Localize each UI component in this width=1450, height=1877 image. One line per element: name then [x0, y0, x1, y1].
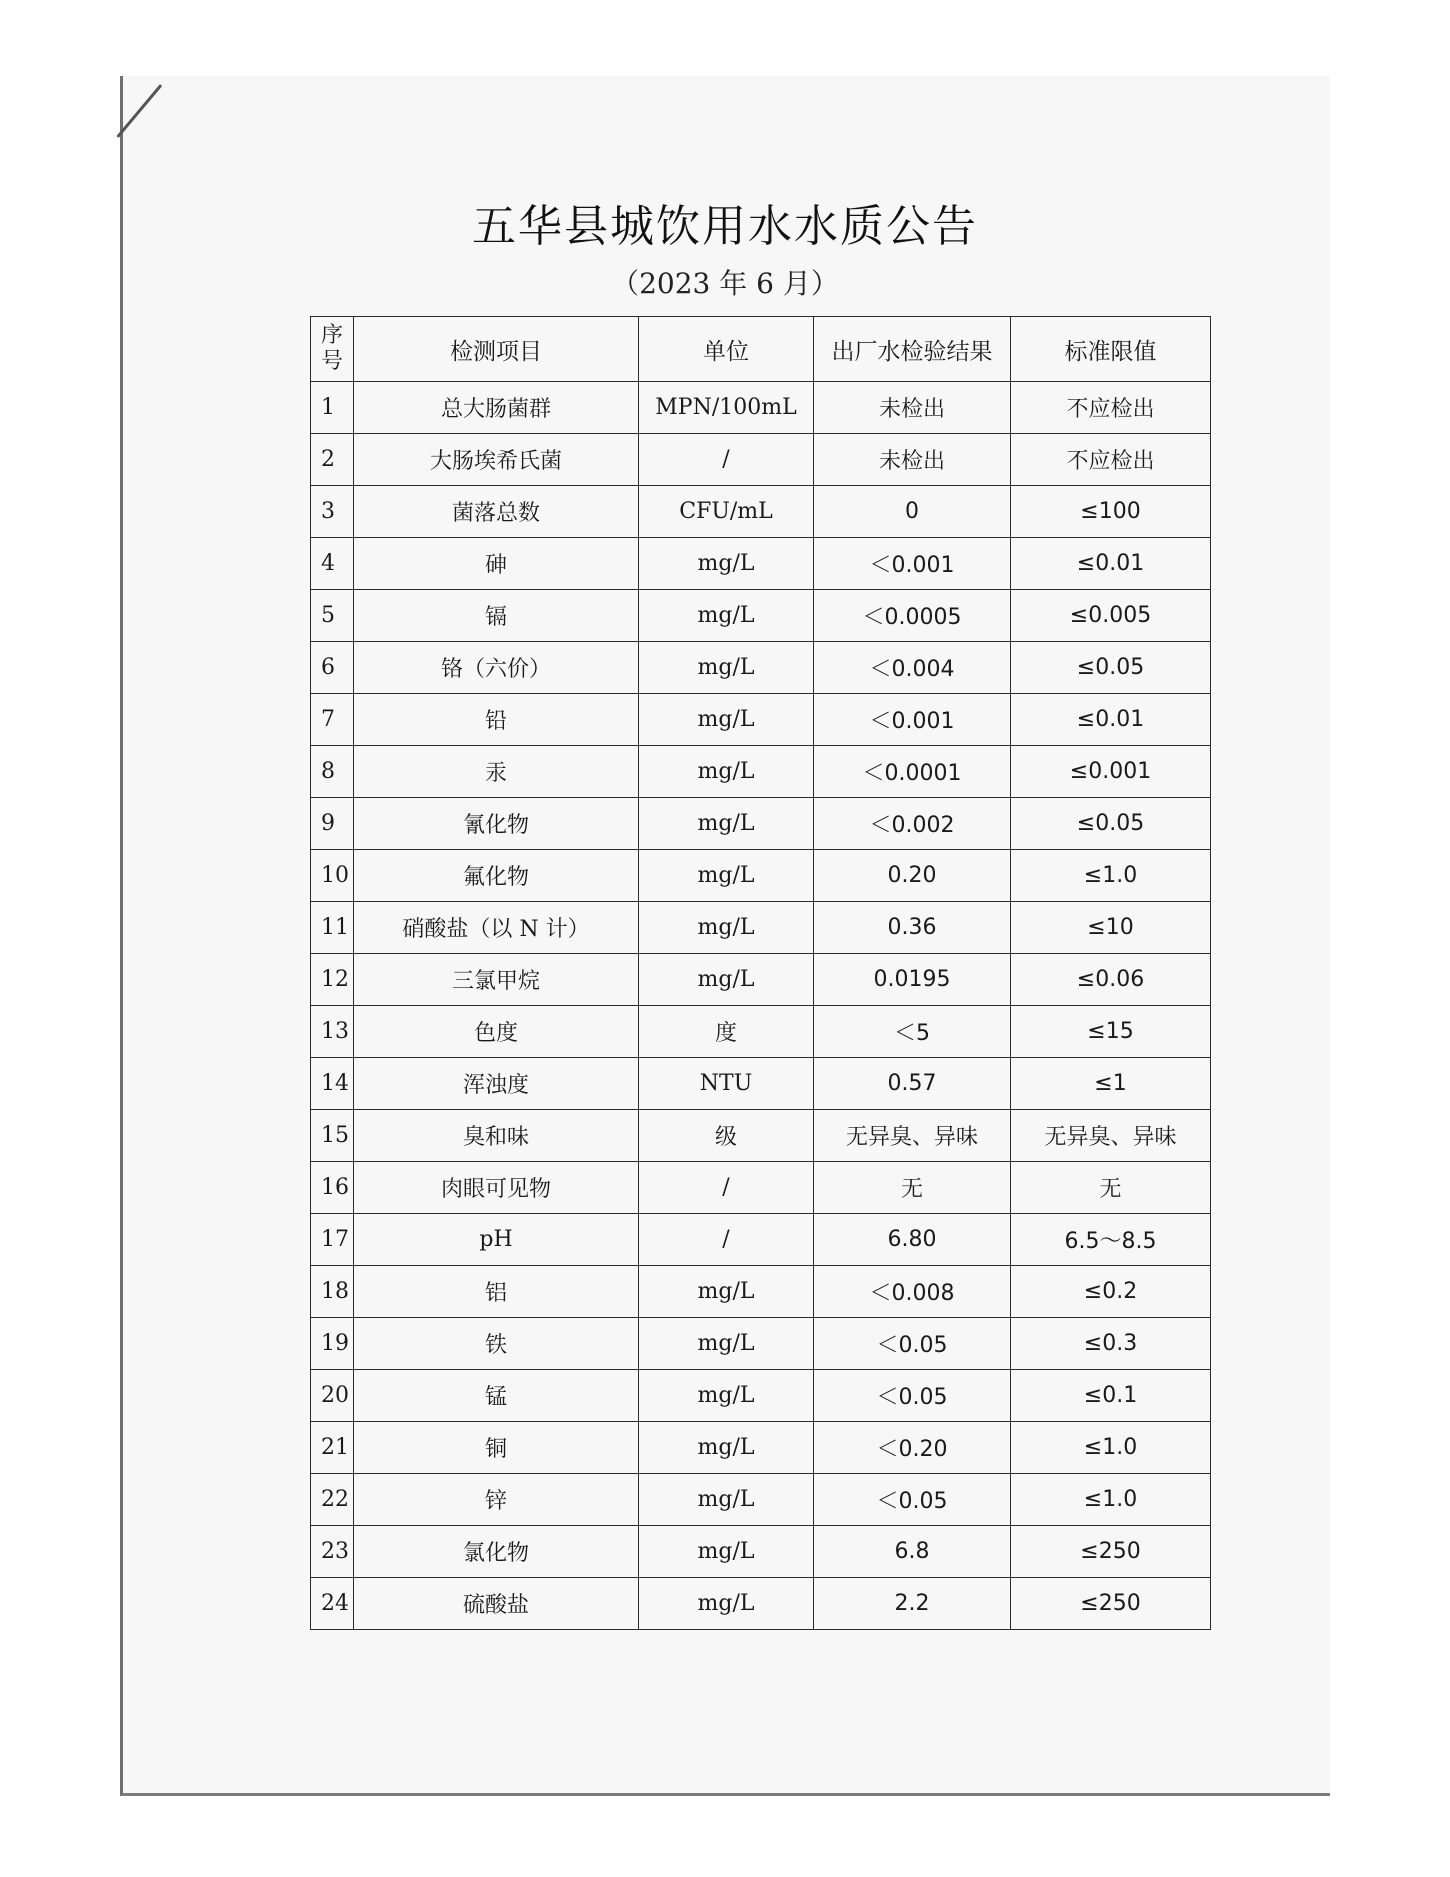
table-row [311, 1110, 1211, 1162]
cell-limit: ≤1.0 [1011, 1422, 1211, 1474]
header-result: 出厂水检验结果 [814, 317, 1011, 382]
cell-unit: mg/L [639, 1526, 814, 1578]
cell-item: 硝酸盐（以 N 计） [354, 902, 639, 954]
cell-limit: ≤0.05 [1011, 642, 1211, 694]
header-item: 检测项目 [354, 317, 639, 382]
cell-item: 菌落总数 [354, 486, 639, 538]
cell-item: 三氯甲烷 [354, 954, 639, 1006]
cell-index: 16 [311, 1162, 354, 1214]
cell-item: 铅 [354, 694, 639, 746]
table-row [311, 694, 1211, 746]
cell-limit: ≤0.01 [1011, 694, 1211, 746]
cell-item: 肉眼可见物 [354, 1162, 639, 1214]
header-unit: 单位 [639, 317, 814, 382]
cell-result: 无异臭、异味 [814, 1110, 1011, 1162]
cell-index: 2 [311, 434, 354, 486]
table-row [311, 1162, 1211, 1214]
cell-unit: mg/L [639, 954, 814, 1006]
cell-unit: / [639, 1214, 814, 1266]
table-row [311, 1006, 1211, 1058]
cell-unit: mg/L [639, 902, 814, 954]
cell-index: 15 [311, 1110, 354, 1162]
cell-unit: / [639, 1162, 814, 1214]
cell-unit: mg/L [639, 1474, 814, 1526]
cell-limit: ≤10 [1011, 902, 1211, 954]
cell-result: 未检出 [814, 382, 1011, 434]
cell-result: 2.2 [814, 1578, 1011, 1630]
cell-result: 0.20 [814, 850, 1011, 902]
cell-limit: ≤0.1 [1011, 1370, 1211, 1422]
cell-limit: ≤100 [1011, 486, 1211, 538]
cell-index: 24 [311, 1578, 354, 1630]
table-row [311, 798, 1211, 850]
table-row [311, 746, 1211, 798]
cell-limit: ≤0.06 [1011, 954, 1211, 1006]
table-row [311, 902, 1211, 954]
cell-unit: mg/L [639, 746, 814, 798]
cell-index: 12 [311, 954, 354, 1006]
table-row [311, 486, 1211, 538]
cell-limit: ≤1 [1011, 1058, 1211, 1110]
cell-result: 0.36 [814, 902, 1011, 954]
cell-result: ＜0.004 [814, 642, 1011, 694]
cell-index: 8 [311, 746, 354, 798]
header-index: 序号 [311, 317, 354, 382]
table-row [311, 434, 1211, 486]
cell-result: ＜0.0005 [814, 590, 1011, 642]
cell-result: ＜0.001 [814, 538, 1011, 590]
cell-item: 硫酸盐 [354, 1578, 639, 1630]
cell-unit: CFU/mL [639, 486, 814, 538]
cell-item: 铁 [354, 1318, 639, 1370]
cell-index: 18 [311, 1266, 354, 1318]
cell-limit: ≤0.005 [1011, 590, 1211, 642]
cell-unit: 级 [639, 1110, 814, 1162]
cell-index: 5 [311, 590, 354, 642]
cell-limit: 无异臭、异味 [1011, 1110, 1211, 1162]
water-quality-table [310, 316, 1211, 1630]
cell-result: 6.8 [814, 1526, 1011, 1578]
cell-result: 0 [814, 486, 1011, 538]
cell-item: 镉 [354, 590, 639, 642]
cell-index: 10 [311, 850, 354, 902]
cell-index: 22 [311, 1474, 354, 1526]
cell-result: ＜0.05 [814, 1318, 1011, 1370]
cell-item: pH [354, 1214, 639, 1266]
cell-limit: 不应检出 [1011, 382, 1211, 434]
table-row [311, 382, 1211, 434]
cell-unit: mg/L [639, 1370, 814, 1422]
cell-unit: mg/L [639, 642, 814, 694]
cell-index: 3 [311, 486, 354, 538]
cell-item: 铝 [354, 1266, 639, 1318]
cell-result: ＜0.008 [814, 1266, 1011, 1318]
table-row [311, 590, 1211, 642]
cell-limit: ≤0.001 [1011, 746, 1211, 798]
cell-item: 铬（六价） [354, 642, 639, 694]
cell-unit: MPN/100mL [639, 382, 814, 434]
cell-unit: / [639, 434, 814, 486]
cell-unit: mg/L [639, 694, 814, 746]
cell-unit: mg/L [639, 1578, 814, 1630]
cell-unit: mg/L [639, 798, 814, 850]
cell-unit: mg/L [639, 1266, 814, 1318]
cell-result: ＜0.05 [814, 1370, 1011, 1422]
cell-index: 19 [311, 1318, 354, 1370]
cell-limit: ≤15 [1011, 1006, 1211, 1058]
cell-index: 9 [311, 798, 354, 850]
cell-item: 氰化物 [354, 798, 639, 850]
cell-index: 13 [311, 1006, 354, 1058]
table-row [311, 1370, 1211, 1422]
cell-index: 4 [311, 538, 354, 590]
cell-item: 砷 [354, 538, 639, 590]
cell-index: 23 [311, 1526, 354, 1578]
cell-limit: ≤1.0 [1011, 1474, 1211, 1526]
cell-index: 14 [311, 1058, 354, 1110]
cell-limit: ≤0.3 [1011, 1318, 1211, 1370]
cell-result: 0.57 [814, 1058, 1011, 1110]
cell-limit: 不应检出 [1011, 434, 1211, 486]
table-header-row [311, 317, 1211, 382]
cell-result: ＜0.0001 [814, 746, 1011, 798]
cell-unit: mg/L [639, 1422, 814, 1474]
cell-item: 汞 [354, 746, 639, 798]
cell-result: ＜0.05 [814, 1474, 1011, 1526]
cell-limit: ≤250 [1011, 1578, 1211, 1630]
table-row [311, 1578, 1211, 1630]
cell-item: 浑浊度 [354, 1058, 639, 1110]
cell-item: 锰 [354, 1370, 639, 1422]
cell-item: 锌 [354, 1474, 639, 1526]
table-row [311, 1058, 1211, 1110]
table-row [311, 1318, 1211, 1370]
cell-index: 6 [311, 642, 354, 694]
cell-item: 大肠埃希氏菌 [354, 434, 639, 486]
cell-item: 铜 [354, 1422, 639, 1474]
cell-limit: ≤1.0 [1011, 850, 1211, 902]
table-row [311, 1214, 1211, 1266]
cell-limit: ≤250 [1011, 1526, 1211, 1578]
table-body [311, 382, 1211, 1630]
cell-limit: 6.5～8.5 [1011, 1214, 1211, 1266]
cell-result: 6.80 [814, 1214, 1011, 1266]
cell-index: 1 [311, 382, 354, 434]
cell-index: 7 [311, 694, 354, 746]
cell-unit: mg/L [639, 1318, 814, 1370]
cell-limit: 无 [1011, 1162, 1211, 1214]
table-row [311, 1526, 1211, 1578]
cell-result: 无 [814, 1162, 1011, 1214]
document-title: 五华县城饮用水水质公告 [472, 201, 978, 252]
cell-result: ＜0.001 [814, 694, 1011, 746]
cell-result: 0.0195 [814, 954, 1011, 1006]
cell-result: ＜5 [814, 1006, 1011, 1058]
cell-result: ＜0.20 [814, 1422, 1011, 1474]
cell-item: 臭和味 [354, 1110, 639, 1162]
cell-item: 色度 [354, 1006, 639, 1058]
cell-item: 氟化物 [354, 850, 639, 902]
cell-limit: ≤0.01 [1011, 538, 1211, 590]
cell-item: 总大肠菌群 [354, 382, 639, 434]
cell-limit: ≤0.2 [1011, 1266, 1211, 1318]
table-row [311, 850, 1211, 902]
table-row [311, 1266, 1211, 1318]
cell-index: 17 [311, 1214, 354, 1266]
cell-result: 未检出 [814, 434, 1011, 486]
cell-unit: mg/L [639, 850, 814, 902]
table-row [311, 1422, 1211, 1474]
cell-index: 11 [311, 902, 354, 954]
table-row [311, 1474, 1211, 1526]
cell-item: 氯化物 [354, 1526, 639, 1578]
cell-limit: ≤0.05 [1011, 798, 1211, 850]
table-row [311, 538, 1211, 590]
header-limit: 标准限值 [1011, 317, 1211, 382]
table-row [311, 642, 1211, 694]
cell-unit: 度 [639, 1006, 814, 1058]
cell-unit: NTU [639, 1058, 814, 1110]
cell-result: ＜0.002 [814, 798, 1011, 850]
table-row [311, 954, 1211, 1006]
cell-index: 21 [311, 1422, 354, 1474]
cell-unit: mg/L [639, 590, 814, 642]
cell-unit: mg/L [639, 538, 814, 590]
document-subtitle: （2023 年 6 月） [611, 267, 839, 300]
cell-index: 20 [311, 1370, 354, 1422]
